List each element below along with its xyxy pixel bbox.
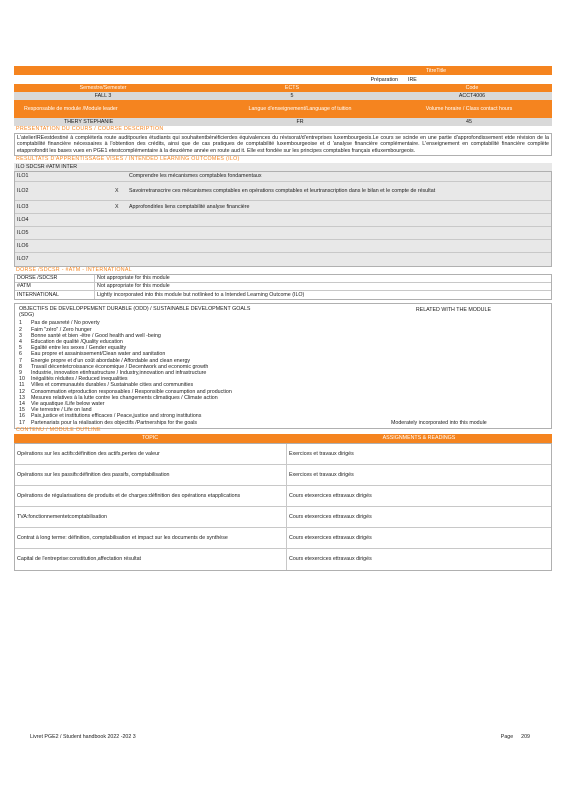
preparation-row	[14, 75, 552, 84]
ilo-row	[15, 214, 551, 227]
topic-cell: Opérations sur les passifs:définition des passifs, comptabilisation	[15, 465, 287, 485]
topic-cell: TVA:fonctionnementetcomptabilisation	[15, 507, 287, 527]
language-value: FR	[296, 119, 304, 125]
sdg-item: 17 Partenariats pour la réalisation des objectifs /Partnerships for the goals Moderately incorporated into this module	[19, 419, 487, 426]
dorse-table	[14, 274, 552, 300]
ilo-row	[15, 253, 551, 266]
ilo-row	[15, 172, 551, 182]
dorse-label: DORSE /SDCSR	[15, 275, 95, 282]
sdg-item: 12 Consommation etproduction responsables / Responsible consumption and production	[19, 388, 232, 395]
ilo-code: ILO7	[17, 256, 29, 263]
sdg-item: 14 Vie aquatique /Life below water	[19, 400, 105, 407]
sdg-box	[14, 303, 552, 429]
ilo-mark	[115, 214, 127, 226]
dorse-value: Not appropriate for this module	[97, 275, 170, 282]
preparation-label: Préparation	[370, 76, 398, 83]
content-row	[15, 465, 551, 486]
sdg-item: 7 Energie propre et d'un coût abordable / Affordable and clean energy	[19, 357, 191, 364]
ilo-mark: X	[115, 203, 119, 210]
content-row	[15, 444, 551, 465]
responsable-value-row	[14, 118, 552, 126]
dorse-label: INTERNATIONAL	[15, 291, 95, 299]
ilo-row	[15, 240, 551, 253]
sdg-item: 4 Education de qualité /Quality education	[19, 338, 123, 345]
ilo-mark	[115, 172, 127, 181]
dorse-value: Lightly incorporated into this module but notlinked to a Intended Learning Outcome (ILO)	[97, 291, 305, 298]
title-row	[14, 66, 552, 75]
semester-header-row	[14, 84, 552, 92]
ilo-row	[15, 201, 551, 214]
sdg-list	[19, 320, 547, 425]
ilo-desc: Approfondirles liens comptabilité analyse financière	[129, 203, 250, 210]
dorse-row	[15, 275, 551, 283]
assign-cell: Cours etexercices ettravaux dirigés	[289, 492, 372, 499]
ilo-table	[14, 171, 552, 267]
assign-cell: Cours etexercices ettravaux dirigés	[289, 534, 372, 541]
ects-label: ECTS	[284, 85, 300, 91]
code-label: Code	[465, 85, 479, 91]
responsable-header-row	[14, 100, 552, 118]
content-row	[15, 507, 551, 528]
sdg-item: 8 Travail décentetcroissance économique / Decentwork and economic growth	[19, 363, 209, 370]
assign-cell: Exercices et travaux dirigés	[289, 450, 354, 457]
ilo-desc	[127, 253, 551, 266]
code-value: ACCT4006	[458, 93, 486, 99]
semester-value: FALL 3	[94, 93, 112, 99]
ilo-mark	[115, 227, 127, 239]
content-title: CONTENU / MODULE OUTLINE	[16, 426, 101, 433]
volume-label: Volume horaire / Class contact hours	[425, 106, 513, 112]
topic-label: TOPIC	[141, 435, 159, 442]
topic-cell: Contrat à long terme: définition, comptabilisation et impact sur les documents de synthèse	[15, 528, 287, 548]
assign-label: ASSIGNMENTS & READINGS	[382, 435, 456, 442]
ilo-mark	[115, 240, 127, 252]
sdg-header	[19, 306, 547, 318]
content-row	[15, 528, 551, 549]
sdg-item: 16 Paix,justice et institutions efficaces / Peace,justice and strong institutions	[19, 413, 202, 420]
ilo-header: ILO SDCSR #ATM INTER	[14, 163, 552, 171]
ilo-row	[15, 227, 551, 240]
content-header	[14, 434, 552, 443]
ects-value: 5	[290, 93, 294, 99]
ilo-code: ILO3	[17, 203, 29, 210]
assign-cell: Cours etexercices ettravaux dirigés	[289, 556, 372, 563]
ilo-title: RESULTATS D'APPRENTISSAGE VISES / INTENDED LEARNING OUTCOMES (ILO)	[16, 155, 240, 162]
page-title: TitreTitle	[425, 67, 447, 74]
footer-page-label: Page	[500, 734, 514, 740]
sdg-title: OBJECTIFS DE DEVELOPPEMENT DURABLE (ODD) / SUSTAINABLE DEVELOPMENT GOALS (SDG)	[19, 305, 251, 319]
ilo-desc: Comprendre les mécanismes comptables fondamentaux	[129, 173, 262, 180]
sdg-item: 1 Pas de pauvreté / No poverty	[19, 320, 100, 327]
ilo-mark	[115, 253, 127, 266]
content-row	[15, 549, 551, 570]
sdg-related-label: RELATED WITH THE MODULE	[415, 306, 491, 313]
dorse-value: Not appropriate for this module	[97, 283, 170, 290]
ilo-code: ILO4	[17, 216, 29, 223]
page-footer	[30, 734, 530, 740]
sdg-item: 13 Mesures relatives à la lutte contre les changements climatiques / Climate action	[19, 394, 218, 401]
presentation-text: L'atelierIREestdestiné à compléterla route auditpourles étudiants qui souhaitentbénéficierdes équivalences du révisorat/d'entreprises luxembourgeois.Le cours se scinde en une partie d'approfondissement etde révision de la comptabilité financière nécessaires à l'obtention des crédits, ainsi que de cas pratiques de comptabilité luxembourgeoise et d 'analyse financière complémentaire. L'enseignement en comptabilité financière complète etapprofondit les bases vues en PGE1 etestcomplémentaire à la deuxième année en route aud it. Elle est fondée sur les principes comptables français etluxembourgeois.	[17, 135, 549, 154]
dorse-row	[15, 283, 551, 291]
handbook-page	[14, 66, 552, 571]
sdg-item: 2 Faim "zéro" / Zero hunger	[19, 326, 92, 333]
footer-left: Livret PGE2 / Student handbook 2022 -202 3	[30, 734, 136, 740]
ilo-desc	[127, 214, 551, 226]
presentation-title: PRESENTATION DU COURS / COURSE DESCRIPTION	[16, 126, 164, 132]
assign-cell: Exercices et travaux dirigés	[289, 471, 354, 478]
language-label: Langue d'enseignement/Language of tuition	[248, 106, 352, 112]
dorse-row	[15, 291, 551, 299]
ilo-code: ILO2	[17, 187, 29, 194]
footer-page-number: 209	[521, 734, 530, 740]
sdg-item: 10 Inégalités réduites / Reduced inequalities	[19, 376, 128, 383]
sdg-item: 6 Eau propre et assainissement/Clean water and sanitation	[19, 351, 166, 358]
sdg-item17-relation: Moderately incorporated into this module	[391, 419, 487, 426]
ilo-desc: Savoirretranscrire ces mécanismes comptables en opérations comptables et leurtranscription dans le bilan et le compte de résultat	[129, 187, 436, 194]
content-table	[14, 443, 552, 571]
dorse-label: #ATM	[15, 283, 95, 290]
ilo-code: ILO1	[17, 173, 29, 180]
ilo-mark: X	[115, 187, 119, 194]
ilo-row	[15, 182, 551, 201]
sdg-item: 5 Egalité entre les sexes / Gender equality	[19, 345, 127, 352]
semester-value-row	[14, 92, 552, 100]
volume-value: 45	[466, 119, 472, 125]
topic-cell: Capital de l'entreprise:constitution,affectation résultat	[15, 549, 287, 570]
dorse-title: DORSE /SDCSR - #ATM - INTERNATIONAL	[16, 266, 132, 273]
preparation-value: IRE	[408, 76, 417, 83]
ilo-code: ILO6	[17, 242, 29, 249]
sdg-item: 3 Bonne santé et bien -être / Good health and well -being	[19, 332, 161, 339]
ilo-desc	[127, 227, 551, 239]
topic-cell: Opérations sur les actifs:définition des actifs,pertes de valeur	[15, 444, 287, 464]
responsable-value: THERY STEPHANIE	[64, 119, 114, 125]
ilo-desc	[127, 240, 551, 252]
sdg-item: 9 Industrie, innovation etinfrastructure / Industry,innovation and infrastructure	[19, 369, 207, 376]
assign-cell: Cours etexercices ettravaux dirigés	[289, 513, 372, 520]
semester-label: Semestre/Semester	[79, 85, 127, 91]
sdg-item: 11 Villes et communautés durables / Sustainable cities and communities	[19, 382, 194, 389]
topic-cell: Opérations de régularisations de produits et de charges:définition des opérations etapplications	[15, 486, 287, 506]
responsable-label: Responsable de module /Module leader	[24, 106, 118, 112]
ilo-code: ILO5	[17, 229, 29, 236]
presentation-box	[14, 133, 552, 156]
content-row	[15, 486, 551, 507]
sdg-item: 15 Vie terrestre / Life on land	[19, 407, 92, 414]
